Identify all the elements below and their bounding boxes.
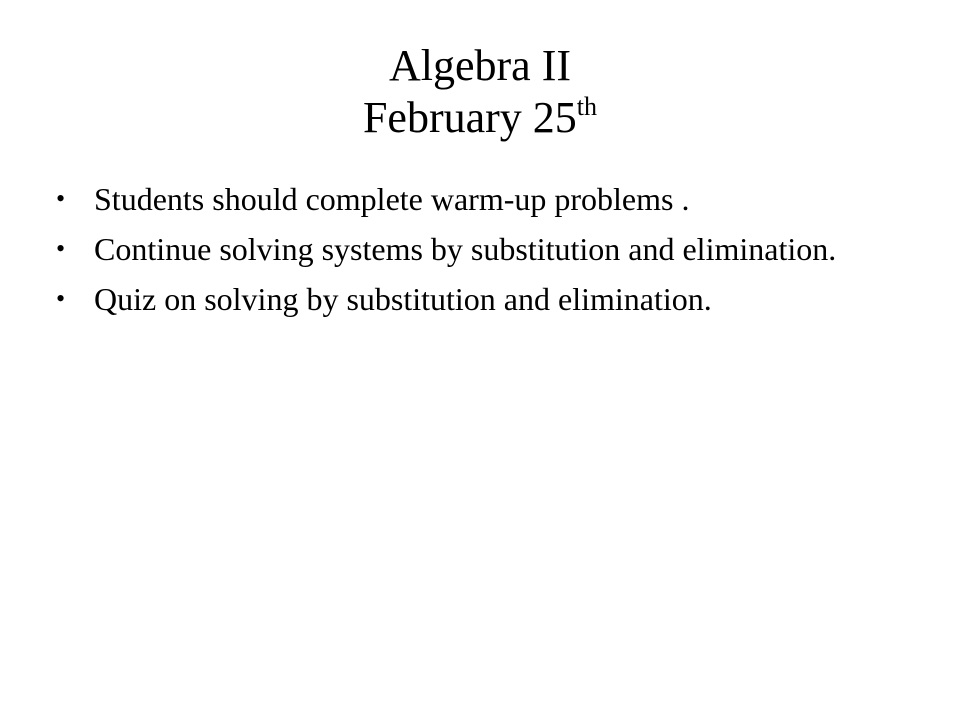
bullet-item (56, 280, 876, 318)
bullet-item (56, 180, 876, 218)
bullet-text: Continue solving systems by substitution and elimination. (94, 231, 837, 267)
bullet-icon: • (56, 184, 66, 213)
title-line-2 (0, 92, 960, 144)
bullet-text: Quiz on solving by substitution and elimination. (94, 281, 712, 317)
title-date: February 25 (362, 93, 577, 142)
bullet-text: Students should complete warm-up problems . (94, 181, 690, 217)
slide-title (0, 40, 960, 144)
title-line-1: Algebra II (388, 41, 571, 90)
bullet-list (56, 180, 876, 330)
title-date-suffix: th (576, 92, 598, 121)
bullet-icon: • (56, 234, 66, 263)
bullet-item (56, 230, 876, 268)
bullet-icon: • (56, 284, 66, 313)
